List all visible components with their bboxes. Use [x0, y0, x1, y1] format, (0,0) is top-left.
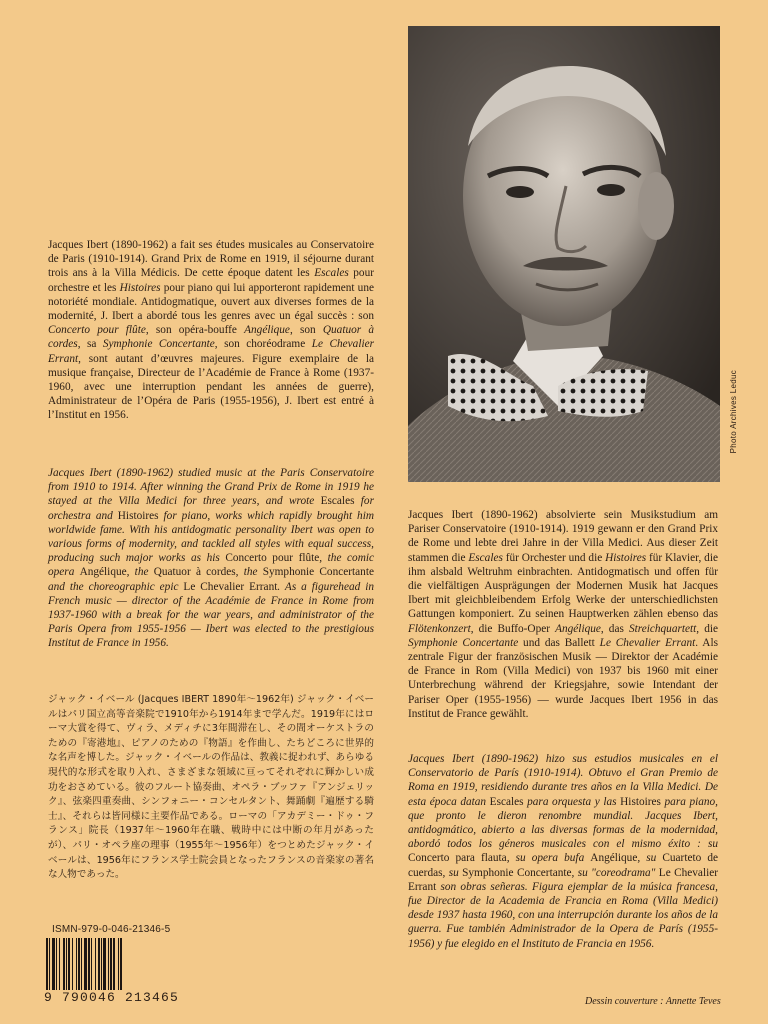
- portrait-photo: [408, 26, 720, 482]
- biography-spanish: Jacques Ibert (1890-1962) hizo sus estudios musicales en el Conservatorio de París (1910-1914). Obtuvo el Gran Premio de Roma en 1919, residiendo durante tres años en la Villa Medici. De esta época datan Escales para orquesta y las Histoires para piano, que pronto le dieron renombre mundial. Jacques Ibert, antidogmático, abierto a las diversas formas de la modernidad, abordó todos los géneros musicales con el mismo éxito : su Concerto para flauta, su opera bufa Angélique, su Cuarteto de cuerdas, su Symphonie Concertante, su "coreodrama" Le Chevalier Errant son obras señeras. Figura ejemplar de la música francesa, fue Director de la Academia de Francia en Roma (Villa Medici) desde 1937 hasta 1960, con una interrupción durante los años de la guerra. Fue también Administrador de la Opera de París (1955-1956) y fue elegido en el Instituto de Francia en 1956.: [408, 753, 719, 950]
- barcode-bar: [63, 938, 65, 994]
- barcode-bar: [84, 938, 87, 994]
- barcode-bar: [66, 938, 67, 994]
- barcode-bar: [72, 938, 73, 994]
- barcode-bar: [95, 938, 96, 994]
- barcode-bar: [59, 938, 60, 994]
- barcode-bar: [76, 938, 77, 994]
- biography-english: Jacques Ibert (1890-1962) studied music at the Paris Conservatoire from 1910 to 1914. After winning the Grand Prix de Rome in 1919 he stayed at the Villa Medici for three years, and wrote Escales for orchestra and Histoires for piano, works which rapidly brought him worldwide fame. With his antidogmatic personality Ibert was open to various forms of modernity, and tackled all styles with equal success, producing such major works as his Concerto pour flûte, the comic opera Angélique, the Quatuor à cordes, the Symphonie Concertante and the choreographic epic Le Chevalier Errant. As a figurehead in French music — director of the Académie de France in Rome from 1937-1960 with a break for the war years, and administrator of the Paris Opera from 1955-1956 — Ibert was elected to the prestigious Institut de France in 1956.: [48, 467, 375, 650]
- barcode-bar: [52, 938, 55, 994]
- barcode-bar: [46, 938, 48, 994]
- barcode-bar: [91, 938, 92, 994]
- biography-french: Jacques Ibert (1890-1962) a fait ses études musicales au Conservatoire de Paris (1910-1914). Grand Prix de Rome en 1919, il séjourne durant trois ans à la Villa Médicis. De cette époque datent les Escales pour orchestre et les Histoires pour piano qui lui apporteront rapidement une notoriété mondiale. Antidogmatique, ouvert aux diverses formes de la modernité, J. Ibert a abordé tous les genres avec un égal succès : son Concerto pour flûte, son opéra-bouffe Angélique, son Quatuor à cordes, sa Symphonie Concertante, son choréodrame Le Chevalier Errant, sont autant d’œuvres majeures. Figure exemplaire de la musique française, Directeur de l’Académie de France à Rome (1937-1960, avec une interruption pendant les années de guerre), Administrateur de l’Opéra de Paris (1955-1956), J. Ibert est entré à l’Institut en 1956.: [48, 239, 375, 422]
- biography-japanese: ジャック・イベール (Jacques IBERT 1890年～1962年) ジャック・イベールはパリ国立高等音楽院で1910年から1914年まで学んだ。1919年にはローマ大賞を得て、ヴィラ、メディチに3年間滞在し、その間オーケストラのための『寄港地』、ピアノのための『物語』を作曲し、たちどころに世界的な名声を博した。ジャック・イベールの作品は、教義に捉われず、あらゆる現代的な形式を取り入れ、さまざまな領域に亘ってそれぞれに輝かしい成功をおさめている。彼のフルート協奏曲、オペラ・ブッファ『アンジェリック』、弦楽四重奏曲、シンフォニー・コンセルタント、舞踊劇『遍歴する騎士』、それらは皆同様に主要作品である。ローマの「アカデミー・ドゥ・フランス」院長（1937年～1960年在職、戦時中には中断の年月があったが）、パリ・オペラ座の理事（1955年～1956年）をつとめたジャック・イベールは、1956年にフランス学士院会員となったフランスの音楽家の著名な人物であった。: [48, 694, 374, 881]
- barcode-bar: [108, 938, 109, 994]
- barcode-number: 9 790046 213465: [44, 990, 180, 1005]
- barcode-bar: [49, 938, 50, 994]
- barcode-bar: [113, 938, 115, 994]
- photo-credit: Photo Archives Leduc: [729, 370, 738, 454]
- biography-german: Jacques Ibert (1890-1962) absolvierte sein Musikstudium am Pariser Conservatoire (1910-1914). 1919 gewann er den Grand Prix de Rome und lebte drei Jahre in der Villa Medici. Aus dieser Zeit stammen die Escales für Orchester und die Histoires für Klavier, die ihm alsbald Weltruhm einbrachten. Antidogmatisch und offen für die vielfältigen Ausprägungen der Modernen Musik hat Jacques Ibert mit gleichbleibendem Erfolg Werke der unterschiedlichsten Gattungen komponiert. Zu seinen Hauptwerken zählen ebenso das Flötenkonzert, die Buffo-Oper Angélique, das Streichquartett, die Symphonie Concertante und das Ballett Le Chevalier Errant. Als zentrale Figur der französischen Musik — Direktor der Académie de France in Rom (Villa Medici) von 1937 bis 1960 mit einer Unterbrechung während der Kriegsjahre, sowie Intendant der Pariser Oper (1955-1956) — wurde Jacques Ibert 1956 in das Institut de France gewählt.: [408, 509, 718, 720]
- barcode-bar: [56, 938, 57, 994]
- ismn-number: ISMN-979-0-046-21346-5: [52, 924, 171, 935]
- barcode: [44, 938, 164, 994]
- barcode-bar: [81, 938, 82, 994]
- barcode-bar: [78, 938, 80, 994]
- barcode-bar: [68, 938, 70, 994]
- cover-credit: Dessin couverture : Annette Teves: [585, 996, 721, 1007]
- barcode-bar: [98, 938, 100, 994]
- barcode-bar: [101, 938, 102, 994]
- barcode-bar: [120, 938, 122, 994]
- barcode-bar: [110, 938, 112, 994]
- barcode-bar: [103, 938, 106, 994]
- barcode-bar: [88, 938, 90, 994]
- barcode-bar: [118, 938, 119, 994]
